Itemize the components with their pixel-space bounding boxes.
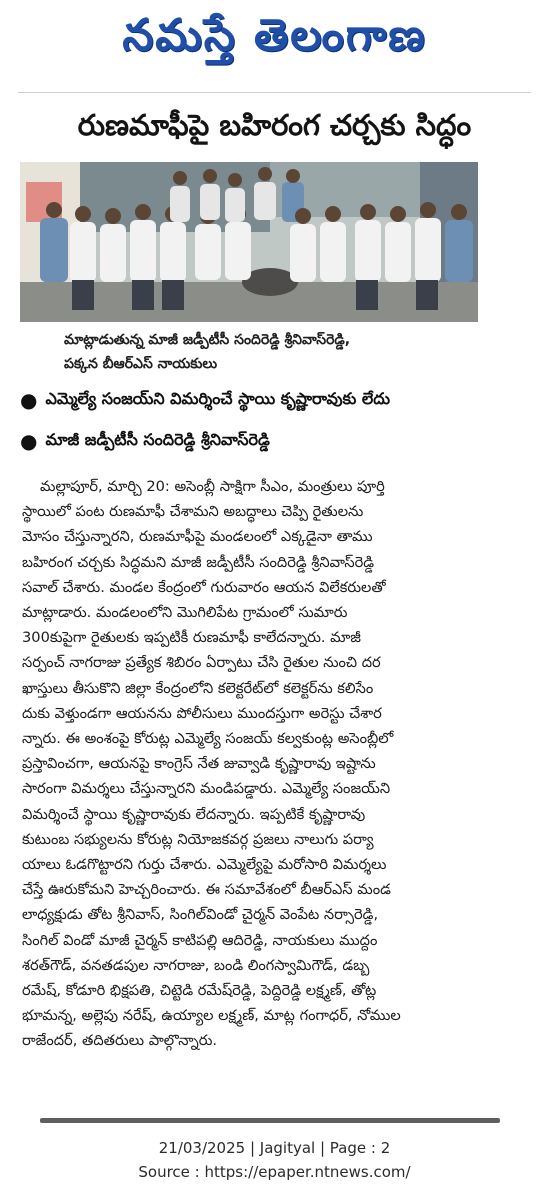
body-line: రమేష్, కోడూరి భిక్షపతి, చిట్టెడి రమేష్‌రెడ్డి, పెద్దిరెడ్డి లక్ష్మణ్, తోట్ల <box>22 982 377 1000</box>
bullet-text: మాజీ జడ్పీటీసీ సందిరెడ్డి శ్రీనివాస్‌రెడ్డి <box>45 429 270 449</box>
body-line: సారంగా విమర్శలు చేస్తున్నారని మండిపడ్డారు. ఎమ్మెల్యే సంజయ్‌ని <box>22 780 391 798</box>
body-line: దుకు వెళ్తుండగా ఆయనను పోలీసులు ముందస్తుగా అరెస్టు చేశార <box>22 704 382 722</box>
cut-off-next-article <box>40 1112 500 1124</box>
body-line: సర్పంచ్ నాగరాజు ప్రత్యేక శిబిరం ఏర్పాటు చేసి రైతుల నుంచి దర <box>22 654 381 672</box>
body-line: సవాల్ చేశారు. మండల కేంద్రంలో గురువారం ఆయన విలేకరులతో <box>22 578 386 596</box>
bullet-dot-icon: ● <box>20 429 38 453</box>
caption-line: మాట్లాడుతున్న మాజీ జడ్పీటీసీ సందిరెడ్డి శ్రీనివాస్‌రెడ్డి, <box>64 332 351 348</box>
bullet-text: ఎమ్మెల్యే సంజయ్‌ని విమర్శించే స్థాయి కృష్ణారావుకు లేదు <box>45 388 391 408</box>
body-line: రాజేందర్, తదితరులు పాల్గొన్నారు. <box>22 1032 218 1050</box>
bullet-dot-icon: ● <box>20 388 38 412</box>
separator-rule <box>18 92 531 93</box>
body-line: ఖాస్తులు తీసుకొని జిల్లా కేంద్రంలోని కలెక్టరేట్‌లో కలెక్టర్‌ను కలిసేం <box>22 679 374 697</box>
group-photo-image <box>20 162 478 322</box>
article-body <box>22 474 520 1054</box>
footer-source-link[interactable]: Source : https://epaper.ntnews.com/ <box>138 1163 411 1181</box>
body-line: లాధ్యక్షుడు తోట శ్రీనివాస్, సింగిల్‌విండో చైర్మన్ వెంపేట నర్సారెడ్డి, <box>22 906 379 924</box>
footer-date-edition: 21/03/2025 | Jagityal | Page : 2 <box>158 1139 391 1157</box>
body-line: న్నారు. ఈ అంశంపై కోరుట్ల ఎమ్మెల్యే సంజయ్ కల్వకుంట్ల అసెంబ్లీలో <box>22 730 394 748</box>
body-line: ప్రస్తావించగా, ఆయనపై కాంగ్రెస్ నేత జువ్వాడి కృష్ణారావు ఇష్టాను <box>22 755 376 773</box>
body-line: యాలు ఓడగొట్టారని గుర్తు చేశారు. ఎమ్మెల్యేపై మరోసారి విమర్శలు <box>22 856 387 874</box>
body-line: సింగిల్ విండో మాజీ చైర్మన్ కాటిపల్లి ఆదిరెడ్డి, నాయకులు ముద్దం <box>22 931 378 949</box>
body-line: మల్లాపూర్, మార్చి 20: అసెంబ్లీ సాక్షిగా సీఎం, మంత్రులు పూర్తి <box>40 478 385 495</box>
masthead-title: నమస్తే తెలంగాణ <box>122 10 427 61</box>
body-line: శరత్‌గౌడ్, వనతడపుల నాగరాజు, బండి లింగస్వామిగౌడ్, డబ్బ <box>22 956 370 974</box>
body-line: మోసం చేస్తున్నారని, రుణమాఫీపై మండలంలో ఎక్కడైనా తాము <box>22 528 373 546</box>
body-line: బహిరంగ చర్చకు సిద్ధమని మాజీ జడ్పీటీసీ సందిరెడ్డి శ్రీనివాస్‌రెడ్డి <box>22 553 375 571</box>
body-line: 300కుపైగా రైతులకు ఇప్పటికీ రుణమాఫీ కాలేదన్నారు. మాజీ <box>22 629 361 647</box>
body-line: స్థాయిలో పంట రుణమాఫీ చేశామని అబద్ధాలు చెప్పి రైతులను <box>22 503 364 521</box>
body-line: విమర్శించే స్థాయి కృష్ణారావుకు లేదన్నారు. ఇప్పటికే కృష్ణారావు <box>22 805 366 823</box>
page-footer <box>0 1136 549 1184</box>
body-line: మాట్లాడారు. మండలంలోని మొగిలిపేట గ్రామంలో సుమారు <box>22 604 348 622</box>
masthead <box>0 0 549 82</box>
body-line: చేస్తే ఊరుకోమని హెచ్చరించారు. ఈ సమావేశంలో బీఆర్‌ఎస్ మండ <box>22 881 391 899</box>
headline-text: రుణమాఫీపై బహిరంగ చర్చకు సిద్ధం <box>77 108 472 142</box>
body-line: కుటుంబ సభ్యులను కోరుట్ల నియోజకవర్గ ప్రజలు నాలుగు పర్యా <box>22 830 374 848</box>
caption-line: పక్కన బీఆర్‌ఎస్ నాయకులు <box>64 356 218 372</box>
news-photo <box>20 162 478 322</box>
bullet-point <box>20 386 520 414</box>
bullet-point <box>20 427 520 455</box>
body-line: భూమన్న, అల్లెపు నరేష్, ఉయ్యాల లక్ష్మణ్, మాట్ల గంగాధర్, నోముల <box>22 1007 401 1025</box>
headline <box>18 104 531 154</box>
photo-caption <box>64 328 484 376</box>
